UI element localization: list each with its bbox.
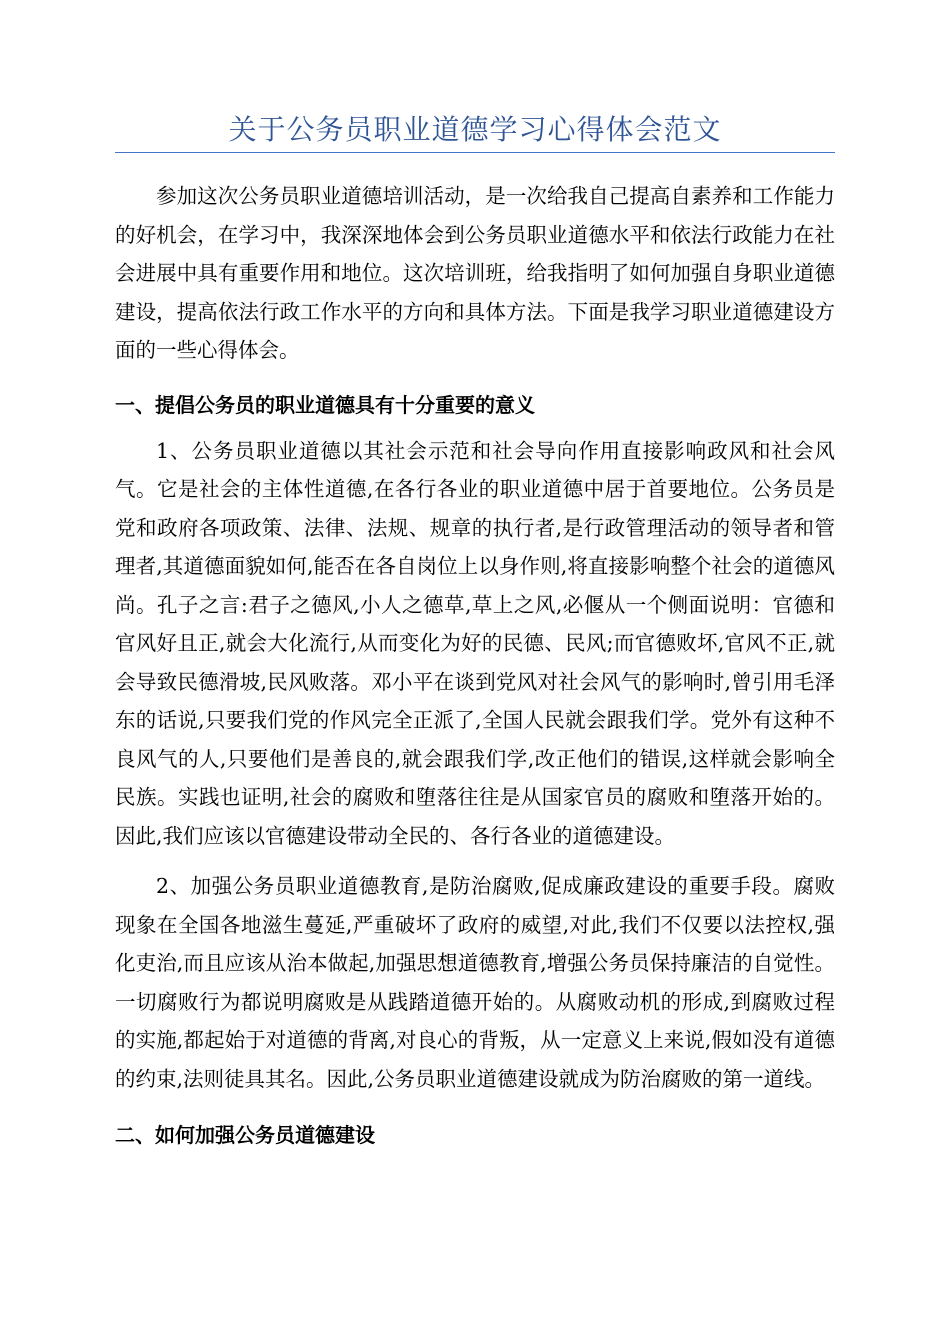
section-heading-1: 一、提倡公务员的职业道德具有十分重要的意义 <box>115 392 535 417</box>
title-underline <box>115 152 835 153</box>
document-page <box>115 110 835 1150</box>
section-heading-2: 二、如何加强公务员道德建设 <box>115 1123 375 1147</box>
document-title: 关于公务员职业道德学习心得体会范文 <box>228 113 722 146</box>
point-2-paragraph: 2、加强公务员职业道德教育,是防治腐败,促成廉政建设的重要手段。腐败现象在全国各地滋生蔓延,严重破坏了政府的威望,对此,我们不仅要以法控权,强化吏治,而且应该从治本做起,加强思想道德教育,增强公务员保持廉洁的自觉性。一切腐败行为都说明腐败是从践踏道德开始的。从腐败动机的形成,到腐败过程的实施,都起始于对道德的背离,对良心的背叛，从一定意义上来说,假如没有道德的约束,法则徒具其名。因此,公务员职业道德建设就成为防治腐败的第一道线。 <box>115 874 835 1091</box>
point-1-paragraph: 1、公务员职业道德以其社会示范和社会导向作用直接影响政风和社会风气。它是社会的主体性道德,在各行各业的职业道德中居于首要地位。公务员是党和政府各项政策、法律、法规、规章的执行者,是行政管理活动的领导者和管理者,其道德面貌如何,能否在各自岗位上以身作则,将直接影响整个社会的道德风尚。孔子之言:君子之德风,小人之德草,草上之风,必偃从一个侧面说明：官德和官风好且正,就会大化流行,从而变化为好的民德、民风;而官德败坏,官风不正,就会导致民德滑坡,民风败落。邓小平在谈到党风对社会风气的影响时,曾引用毛泽东的话说,只要我们党的作风完全正派了,全国人民就会跟我们学。党外有这种不良风气的人,只要他们是善良的,就会跟我们学,改正他们的错误,这样就会影响全民族。实践也证明,社会的腐败和堕落往往是从国家官员的腐败和堕落开始的。因此,我们应该以官德建设带动全民的、各行各业的道德建设。 <box>115 438 835 848</box>
intro-paragraph: 参加这次公务员职业道德培训活动，是一次给我自己提高自素养和工作能力的好机会，在学习中，我深深地体会到公务员职业道德水平和依法行政能力在社会进展中具有重要作用和地位。这次培训班，给我指明了如何加强自身职业道德建设，提高依法行政工作水平的方向和具体方法。下面是我学习职业道德建设方面的一些心得体会。 <box>115 184 835 362</box>
